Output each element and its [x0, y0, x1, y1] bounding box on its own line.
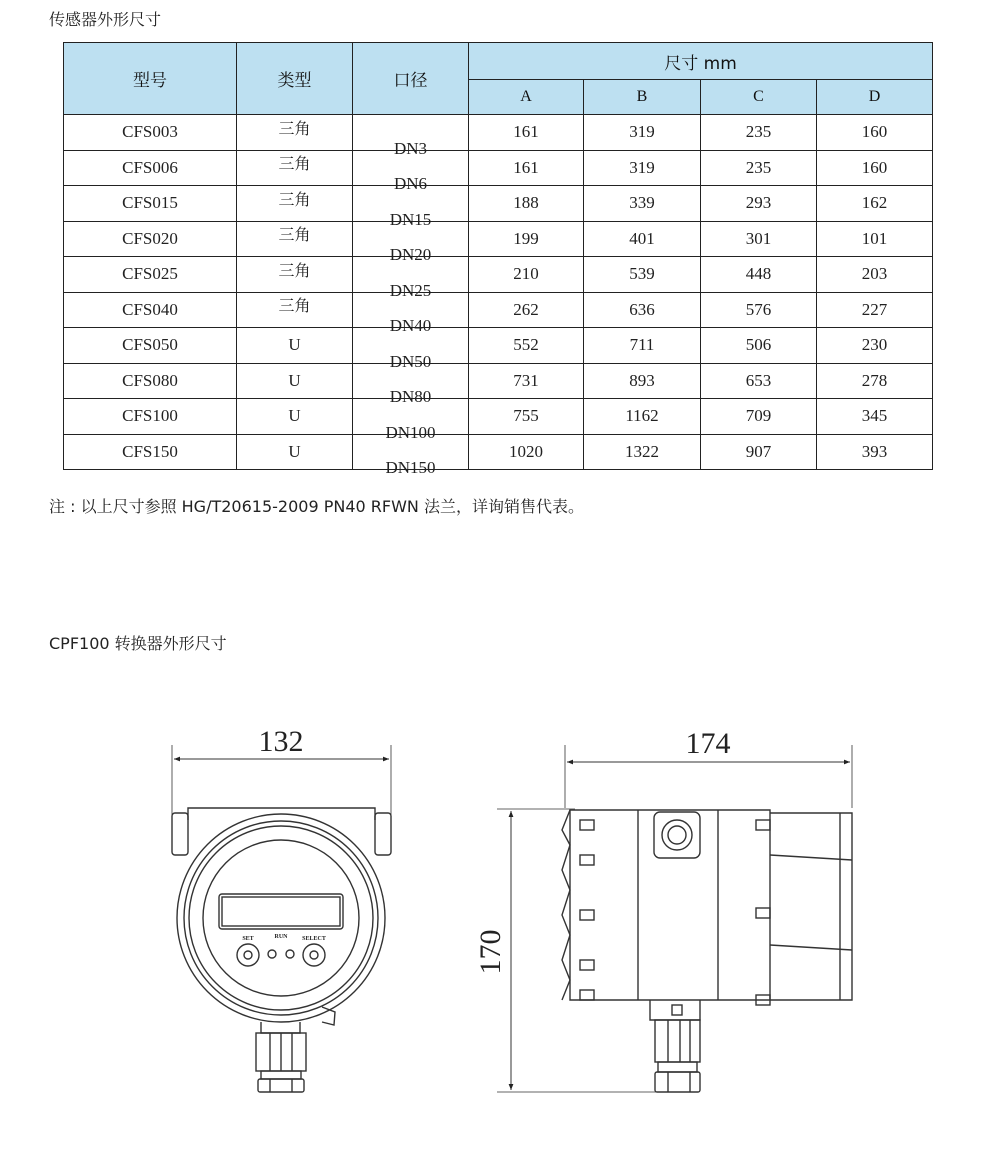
cell-type-text: 三角 — [278, 260, 311, 280]
cell-bore — [353, 399, 469, 442]
cell-c: 301 — [701, 221, 817, 257]
cell-type-text: 三角 — [278, 296, 311, 316]
cell-type-text: U — [288, 335, 301, 355]
cell-a: 755 — [469, 399, 584, 435]
cell-a: 161 — [469, 115, 584, 151]
cell-d: 278 — [817, 363, 933, 399]
cell-c: 448 — [701, 257, 817, 293]
header-type: 类型 — [237, 43, 353, 115]
sensor-section-title: 传感器外形尺寸 — [49, 10, 162, 29]
cell-b: 711 — [584, 328, 701, 364]
header-bore: 口径 — [353, 43, 469, 115]
cell-c: 709 — [701, 399, 817, 435]
cell-type — [237, 186, 353, 222]
cell-type — [237, 363, 353, 399]
cell-type — [237, 221, 353, 257]
cell-type — [237, 434, 353, 470]
cell-b: 1322 — [584, 434, 701, 470]
cell-a: 188 — [469, 186, 584, 222]
cell-bore-text: DN3 — [393, 138, 428, 158]
table-row — [64, 115, 933, 151]
cell-c: 235 — [701, 115, 817, 151]
cell-c: 576 — [701, 292, 817, 328]
cell-b: 401 — [584, 221, 701, 257]
cell-a: 210 — [469, 257, 584, 293]
cell-d: 162 — [817, 186, 933, 222]
cell-c: 235 — [701, 150, 817, 186]
cell-d: 203 — [817, 257, 933, 293]
cell-c: 506 — [701, 328, 817, 364]
cell-b: 319 — [584, 115, 701, 151]
cell-type — [237, 399, 353, 435]
header-model: 型号 — [64, 43, 237, 115]
table-row — [64, 186, 933, 222]
cell-d: 227 — [817, 292, 933, 328]
cell-bore-text: DN40 — [389, 316, 432, 335]
table-row — [64, 328, 933, 364]
header-c: C — [701, 80, 817, 115]
cell-bore — [353, 150, 469, 193]
cell-type — [237, 150, 353, 186]
cell-bore-text: DN150 — [385, 458, 436, 477]
cell-b: 893 — [584, 363, 701, 399]
cell-type — [237, 257, 353, 293]
cell-c: 293 — [701, 186, 817, 222]
cell-type-text: 三角 — [278, 154, 311, 174]
cell-c: 653 — [701, 363, 817, 399]
table-row — [64, 363, 933, 399]
table-row — [64, 150, 933, 186]
side-width-label: 174 — [685, 727, 731, 760]
cell-b: 1162 — [584, 399, 701, 435]
cell-model: CFS040 — [64, 292, 237, 328]
cell-bore-text: DN100 — [385, 422, 436, 442]
converter-section-title: CPF100 转换器外形尺寸 — [49, 634, 227, 653]
cell-d: 345 — [817, 399, 933, 435]
cell-d: 101 — [817, 221, 933, 257]
cell-bore-text: DN20 — [389, 245, 432, 264]
cell-bore-text: DN25 — [389, 280, 432, 300]
cell-model: CFS080 — [64, 363, 237, 399]
cell-a: 552 — [469, 328, 584, 364]
front-width-label: 132 — [258, 725, 304, 758]
cell-bore — [353, 434, 469, 477]
cell-model: CFS025 — [64, 257, 237, 293]
cell-b: 339 — [584, 186, 701, 222]
cell-model: CFS020 — [64, 221, 237, 257]
header-d: D — [817, 80, 933, 115]
cell-type — [237, 115, 353, 151]
cell-model: CFS003 — [64, 115, 237, 151]
cell-type-text: U — [288, 406, 301, 426]
cell-bore-text: DN15 — [389, 209, 432, 229]
cell-a: 731 — [469, 363, 584, 399]
cell-a: 199 — [469, 221, 584, 257]
cell-c: 907 — [701, 434, 817, 470]
table-row — [64, 257, 933, 293]
cell-b: 319 — [584, 150, 701, 186]
cell-d: 230 — [817, 328, 933, 364]
side-view — [497, 745, 852, 1092]
cell-a: 161 — [469, 150, 584, 186]
cell-bore — [353, 328, 469, 371]
header-a: A — [469, 80, 584, 115]
cell-type — [237, 328, 353, 364]
cell-d: 160 — [817, 115, 933, 151]
cell-type-text: 三角 — [278, 118, 311, 138]
cell-bore — [353, 363, 469, 406]
cell-type-text: U — [288, 370, 301, 390]
cell-model: CFS150 — [64, 434, 237, 470]
cell-bore-text: DN6 — [393, 174, 428, 193]
converter-dimension-drawing — [0, 700, 1000, 1120]
cell-type — [237, 292, 353, 328]
cell-a: 262 — [469, 292, 584, 328]
table-row — [64, 434, 933, 470]
cell-model: CFS006 — [64, 150, 237, 186]
cell-d: 393 — [817, 434, 933, 470]
cell-type-text: 三角 — [278, 225, 311, 245]
footnote: 注 : 以上尺寸参照 HG/T20615-2009 PN40 RFWN 法兰，详询销售代表。 — [49, 497, 584, 516]
table-row — [64, 292, 933, 328]
button-label-set: SET — [242, 936, 254, 942]
cell-a: 1020 — [469, 434, 584, 470]
cell-model: CFS050 — [64, 328, 237, 364]
button-label-select: SELECT — [302, 936, 326, 942]
cell-bore — [353, 257, 469, 300]
cell-bore-text: DN50 — [389, 351, 432, 371]
table-row — [64, 221, 933, 257]
cell-model: CFS100 — [64, 399, 237, 435]
button-label-run: RUN — [274, 934, 288, 940]
cell-b: 636 — [584, 292, 701, 328]
cell-bore — [353, 221, 469, 264]
cell-type-text: U — [288, 441, 301, 461]
cell-model: CFS015 — [64, 186, 237, 222]
header-b: B — [584, 80, 701, 115]
cell-d: 160 — [817, 150, 933, 186]
cell-type-text: 三角 — [278, 189, 311, 209]
front-view — [172, 745, 391, 1092]
cell-b: 539 — [584, 257, 701, 293]
header-dims-group: 尺寸 mm — [469, 43, 933, 80]
cell-bore-text: DN80 — [389, 387, 432, 406]
cell-bore — [353, 186, 469, 229]
table-row — [64, 399, 933, 435]
cell-bore — [353, 292, 469, 335]
cell-bore — [353, 115, 469, 158]
sensor-dimensions-table — [63, 42, 933, 477]
side-height-label: 170 — [474, 929, 507, 975]
